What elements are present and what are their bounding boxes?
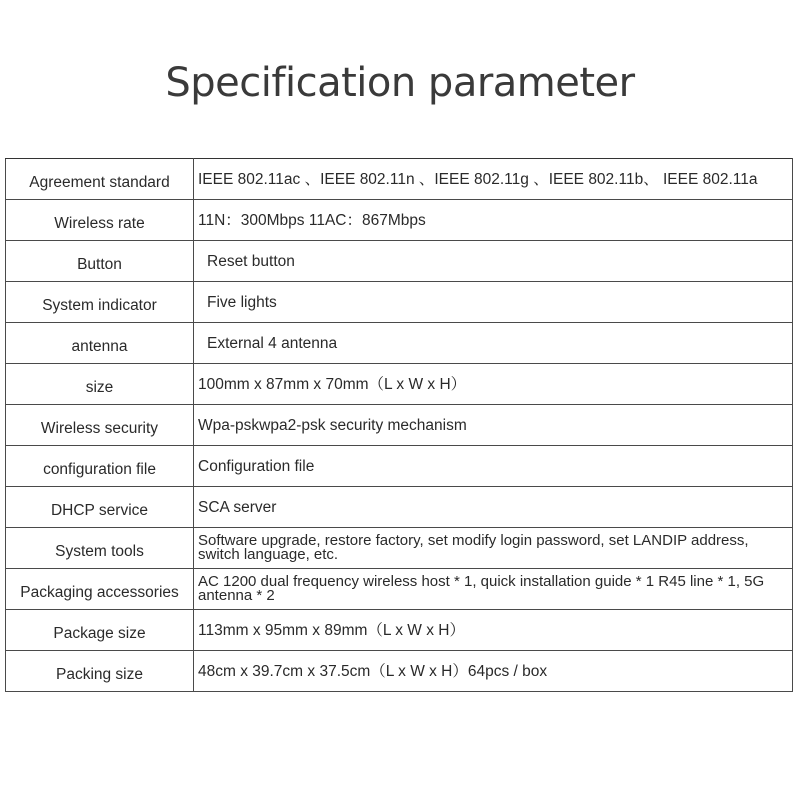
table-row xyxy=(6,241,793,282)
spec-value: 48cm x 39.7cm x 37.5cm（L x W x H）64pcs / box xyxy=(194,651,793,692)
table-row xyxy=(6,200,793,241)
spec-label xyxy=(6,282,194,323)
spec-label-text: Packing size xyxy=(55,666,143,683)
table-row xyxy=(6,487,793,528)
spec-label xyxy=(6,323,194,364)
spec-label-text: Wireless security xyxy=(40,420,159,437)
spec-label-text: Package size xyxy=(53,625,146,642)
spec-value: Reset button xyxy=(194,241,793,282)
spec-label xyxy=(6,610,194,651)
table-row xyxy=(6,528,793,569)
spec-value: 113mm x 95mm x 89mm（L x W x H） xyxy=(194,610,793,651)
spec-label-text: configuration file xyxy=(43,461,156,478)
spec-value: Configuration file xyxy=(194,446,793,487)
table-row xyxy=(6,405,793,446)
spec-value: Wpa-pskwpa2-psk security mechanism xyxy=(194,405,793,446)
spec-value: 100mm x 87mm x 70mm（L x W x H） xyxy=(194,364,793,405)
table-row xyxy=(6,323,793,364)
spec-label-text: System tools xyxy=(55,543,144,560)
table-row xyxy=(6,569,793,610)
table-row xyxy=(6,364,793,405)
spec-label xyxy=(6,528,194,569)
spec-value: AC 1200 dual frequency wireless host * 1, quick installation guide * 1 R45 line * 1, 5G antenna * 2 xyxy=(194,569,793,610)
spec-value: External 4 antenna xyxy=(194,323,793,364)
spec-value: Software upgrade, restore factory, set modify login password, set LANDIP address, switch language, etc. xyxy=(194,528,793,569)
table-row xyxy=(6,651,793,692)
spec-label-text: Agreement standard xyxy=(29,174,170,191)
spec-label-text: Wireless rate xyxy=(54,215,145,232)
spec-label xyxy=(6,364,194,405)
spec-label xyxy=(6,651,194,692)
specification-table xyxy=(5,158,793,692)
spec-label-text: antenna xyxy=(71,338,128,355)
spec-label xyxy=(6,446,194,487)
spec-value: 11N：300Mbps 11AC：867Mbps xyxy=(194,200,793,241)
spec-label xyxy=(6,200,194,241)
table-row xyxy=(6,610,793,651)
spec-label xyxy=(6,241,194,282)
spec-label-text: System indicator xyxy=(42,297,157,314)
spec-value: IEEE 802.11ac 、IEEE 802.11n 、IEEE 802.11g 、IEEE 802.11b、 IEEE 802.11a xyxy=(194,159,793,200)
table-row xyxy=(6,159,793,200)
table-row xyxy=(6,446,793,487)
spec-label xyxy=(6,569,194,610)
page-title: Specification parameter xyxy=(165,60,635,106)
spec-value: SCA server xyxy=(194,487,793,528)
spec-label xyxy=(6,405,194,446)
spec-label-text: Button xyxy=(77,256,122,273)
spec-label-text: Packaging accessories xyxy=(20,584,179,601)
spec-label-text: size xyxy=(85,379,114,396)
spec-label-text: DHCP service xyxy=(50,502,149,519)
spec-label xyxy=(6,159,194,200)
spec-label xyxy=(6,487,194,528)
table-row xyxy=(6,282,793,323)
spec-value: Five lights xyxy=(194,282,793,323)
